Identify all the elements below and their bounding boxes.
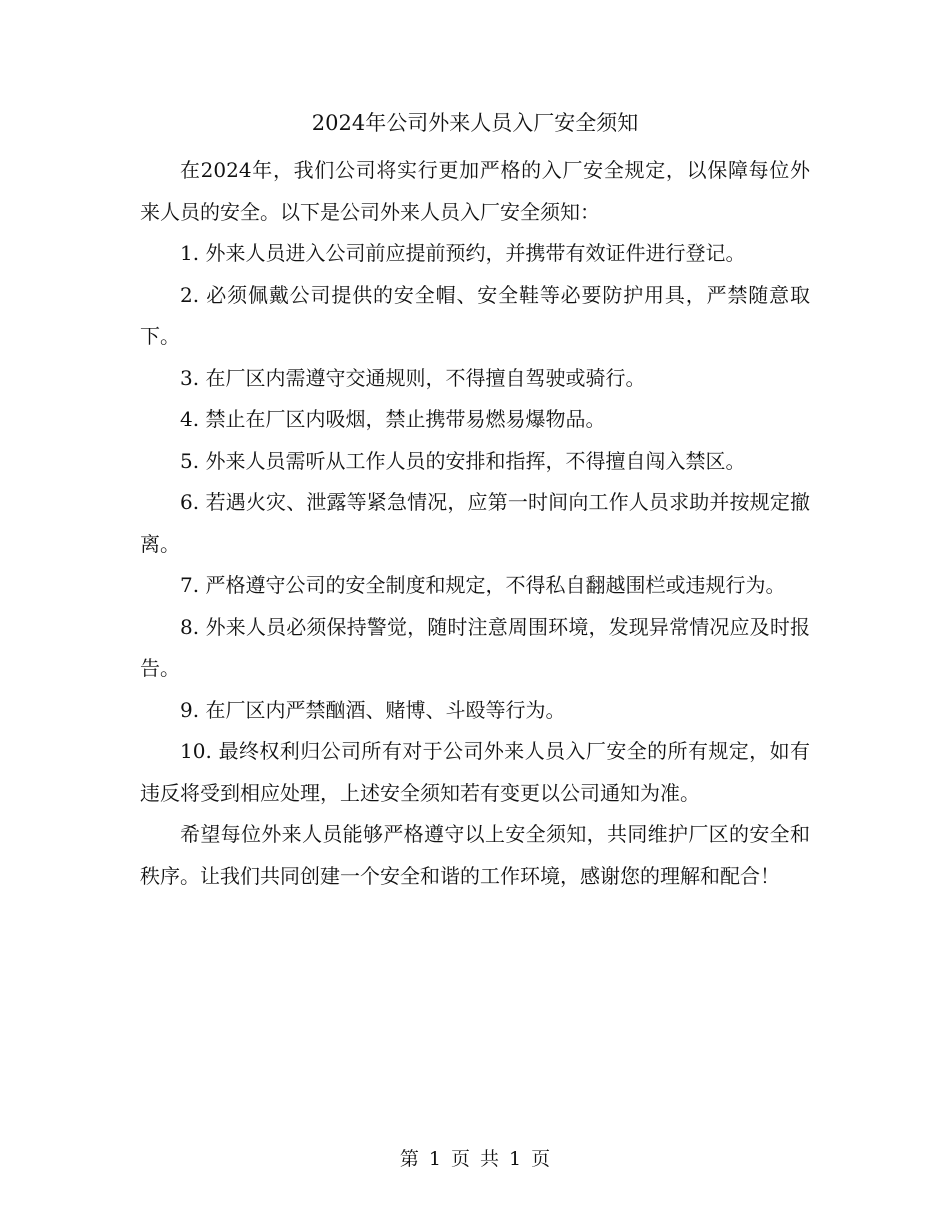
closing-paragraph: 希望每位外来人员能够严格遵守以上安全须知，共同维护厂区的安全和秩序。让我们共同创建一个安全和谐的工作环境，感谢您的理解和配合！ [140,822,810,888]
list-item: 4. 禁止在厂区内吸烟，禁止携带易燃易爆物品。 [180,407,606,431]
document-body [140,150,810,897]
list-item: 5. 外来人员需听从工作人员的安排和指挥，不得擅自闯入禁区。 [180,448,746,473]
list-item: 10. 最终权利归公司所有对于公司外来人员入厂安全的所有规定，如有违反将受到相应处理，上述安全须知若有变更以公司通知为准。 [140,739,810,805]
list-item: 3. 在厂区内需遵守交通规则，不得擅自驾驶或骑行。 [180,365,646,390]
document-title: 2024年公司外来人员入厂安全须知 [311,111,639,135]
list-item: 8. 外来人员必须保持警觉，随时注意周围环境，发现异常情况应及时报告。 [140,614,810,680]
page-number-footer: 第 1 页 共 1 页 [399,1148,551,1170]
list-item: 6. 若遇火灾、泄露等紧急情况，应第一时间向工作人员求助并按规定撤离。 [140,490,810,556]
list-item: 9. 在厂区内严禁酗酒、赌博、斗殴等行为。 [180,697,566,722]
intro-paragraph: 在2024年，我们公司将实行更加严格的入厂安全规定，以保障每位外来人员的安全。以下是公司外来人员入厂安全须知： [140,158,810,224]
list-item: 2. 必须佩戴公司提供的安全帽、安全鞋等必要防护用具，严禁随意取下。 [140,282,810,348]
list-item: 1. 外来人员进入公司前应提前预约，并携带有效证件进行登记。 [180,241,746,265]
list-item: 7. 严格遵守公司的安全制度和规定，不得私自翻越围栏或违规行为。 [180,573,786,597]
